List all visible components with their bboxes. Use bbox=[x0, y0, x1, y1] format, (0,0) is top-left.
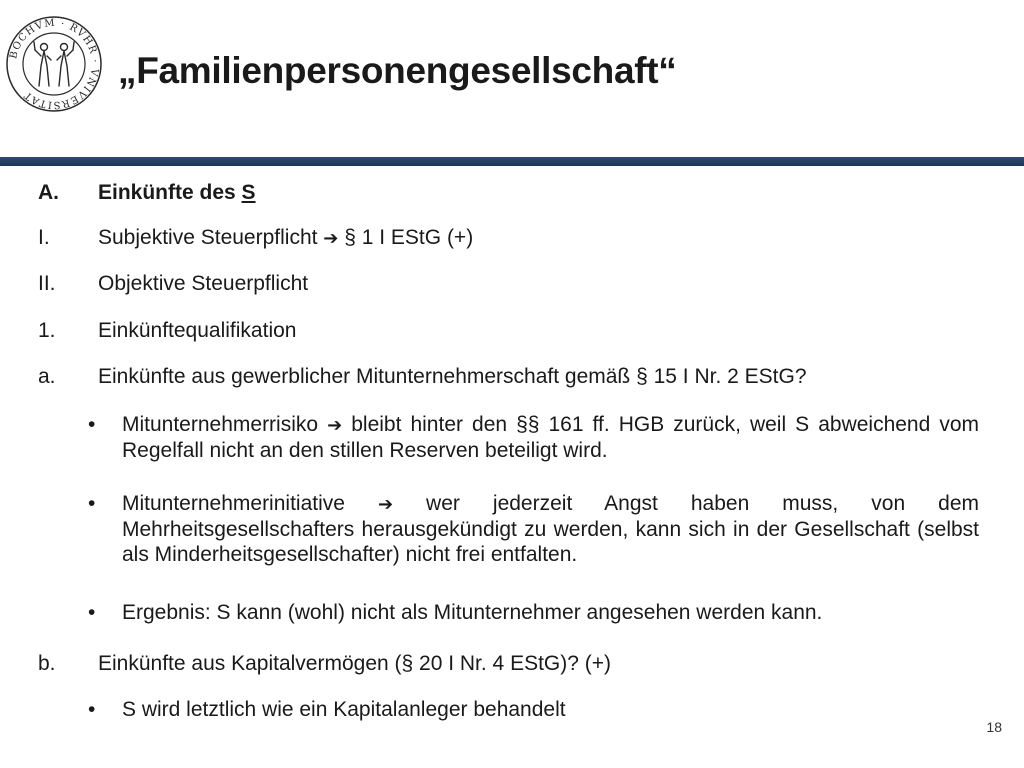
bullet-icon: • bbox=[88, 698, 96, 721]
item-text-part: § 1 I EStG (+) bbox=[338, 226, 474, 249]
bullet-icon: • bbox=[88, 413, 96, 436]
bullet-text-part: Mitunternehmerrisiko bbox=[122, 413, 328, 436]
right-arrow-icon: ➔ bbox=[323, 228, 339, 249]
item-label: II. bbox=[38, 272, 56, 295]
right-arrow-icon: ➔ bbox=[377, 494, 394, 515]
page-number: 18 bbox=[986, 719, 1002, 735]
item-text: Objektive Steuerpflicht bbox=[98, 272, 309, 295]
item-label: b. bbox=[38, 652, 56, 675]
bullet-text-part: bleibt hinter den §§ 161 ff. HGB zurück, weil S abweichend vom Regelfall nicht an den stillen Reserven beteiligt wird. bbox=[122, 413, 979, 462]
bullet-text bbox=[122, 412, 979, 463]
section-label: A. bbox=[38, 181, 59, 204]
section-title bbox=[98, 180, 256, 205]
right-arrow-icon: ➔ bbox=[327, 415, 343, 436]
bullet-icon: • bbox=[88, 601, 96, 624]
item-text: Einkünfte aus gewerblicher Mitunternehmerschaft gemäß § 15 I Nr. 2 EStG? bbox=[98, 365, 807, 388]
bullet-text: S wird letztlich wie ein Kapitalanleger behandelt bbox=[122, 698, 566, 721]
item-text: Einkünftequalifikation bbox=[98, 319, 297, 342]
bullet-text-part: wer jederzeit Angst haben muss, von dem Mehrheitsgesellschafters herausgekündigt zu werden, kann sich in der Gesellschaft (selbst als Minderheitsgesellschafter) nicht frei entfalten. bbox=[122, 492, 979, 566]
item-label: I. bbox=[38, 226, 50, 249]
item-label: 1. bbox=[38, 319, 56, 342]
slide-title: „Familienpersonengesellschaft“ bbox=[118, 50, 677, 91]
bullet-text bbox=[122, 491, 979, 567]
item-label: a. bbox=[38, 365, 56, 388]
item-text: Einkünfte aus Kapitalvermögen (§ 20 I Nr. 4 EStG)? (+) bbox=[98, 652, 612, 675]
section-title-subject: S bbox=[241, 181, 256, 204]
item-text-part: Subjektive Steuerpflicht bbox=[98, 226, 324, 249]
bullet-text-part: Mitunternehmerinitiative bbox=[122, 492, 378, 515]
bullet-icon: • bbox=[88, 492, 96, 515]
svg-text:BOCHVM · RVHR · VNIVERSITAT: BOCHVM · RVHR · VNIVERSITAT bbox=[8, 17, 101, 111]
item-text bbox=[98, 225, 473, 251]
bullet-text: Ergebnis: S kann (wohl) nicht als Mitunternehmer angesehen werden kann. bbox=[122, 601, 823, 624]
section-title-text: Einkünfte des bbox=[98, 181, 242, 204]
